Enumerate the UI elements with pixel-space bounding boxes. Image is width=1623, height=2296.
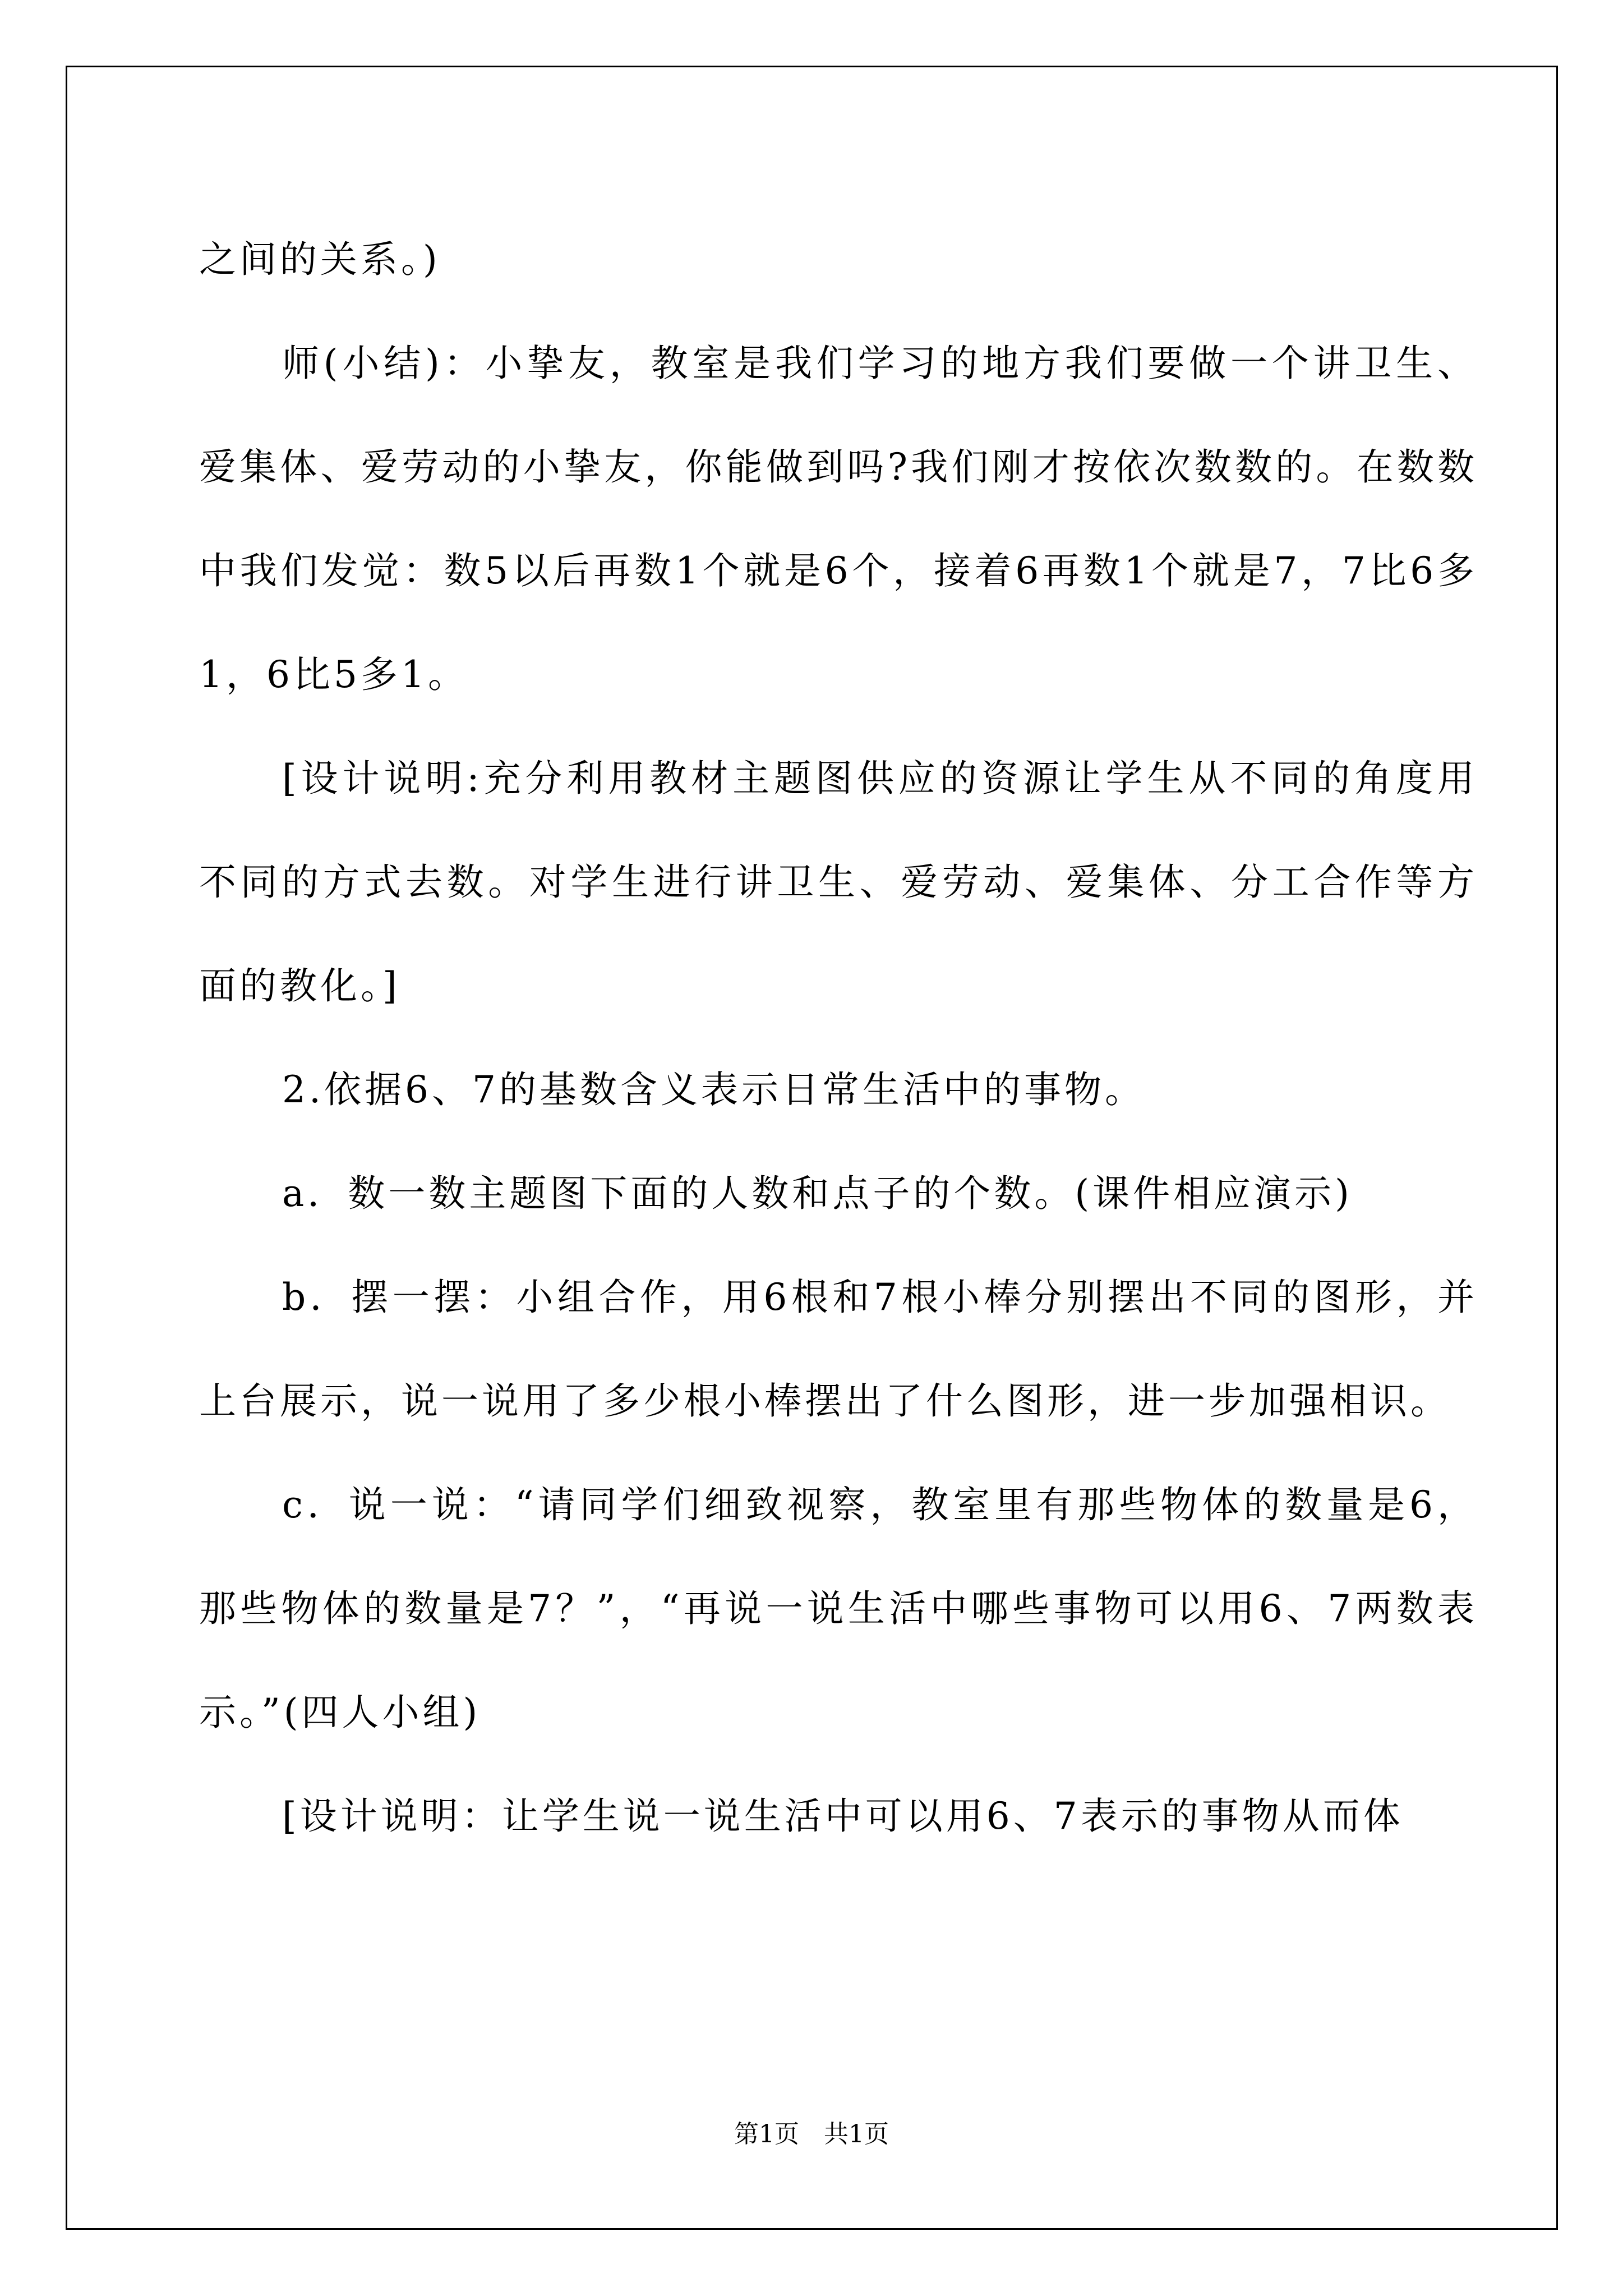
paragraph-2: 师(小结)：小挚友，教室是我们学习的地方我们要做一个讲卫生、爱集体、爱劳动的小挚友，你能做到吗?我们刚才按依次数数的。在数数中我们发觉：数5以后再数1个就是6个，接着6再数1个就是7，7比6多1，6比5多1。	[199, 342, 1478, 696]
paragraph-1: 之间的关系。)	[199, 238, 441, 281]
paragraph-6: b．摆一摆：小组合作，用6根和7根小棒分别摆出不同的图形，并上台展示，说一说用了多少根小棒摆出了什么图形，进一步加强相识。	[199, 1276, 1478, 1423]
paragraph-7: c．说一说：“请同学们细致视察，教室里有那些物体的数量是6，那些物体的数量是7？”，“再说一说生活中哪些事物可以用6、7两数表示。”(四人小组)	[199, 1483, 1478, 1734]
paragraph-8: [设计说明：让学生说一说生活中可以用6、7表示的事物从而体	[282, 1795, 1404, 1838]
paragraph-4: 2.依据6、7的基数含义表示日常生活中的事物。	[282, 1068, 1145, 1111]
paragraph-5: a．数一数主题图下面的人数和点子的个数。(课件相应演示)	[282, 1172, 1353, 1215]
paragraph-3: [设计说明:充分利用教材主题图供应的资源让学生从不同的角度用不同的方式去数。对学生进行讲卫生、爱劳动、爱集体、分工合作等方面的教化。]	[199, 757, 1478, 1007]
document-body	[199, 208, 1478, 1868]
page-footer: 第1页 共1页	[734, 2120, 889, 2148]
